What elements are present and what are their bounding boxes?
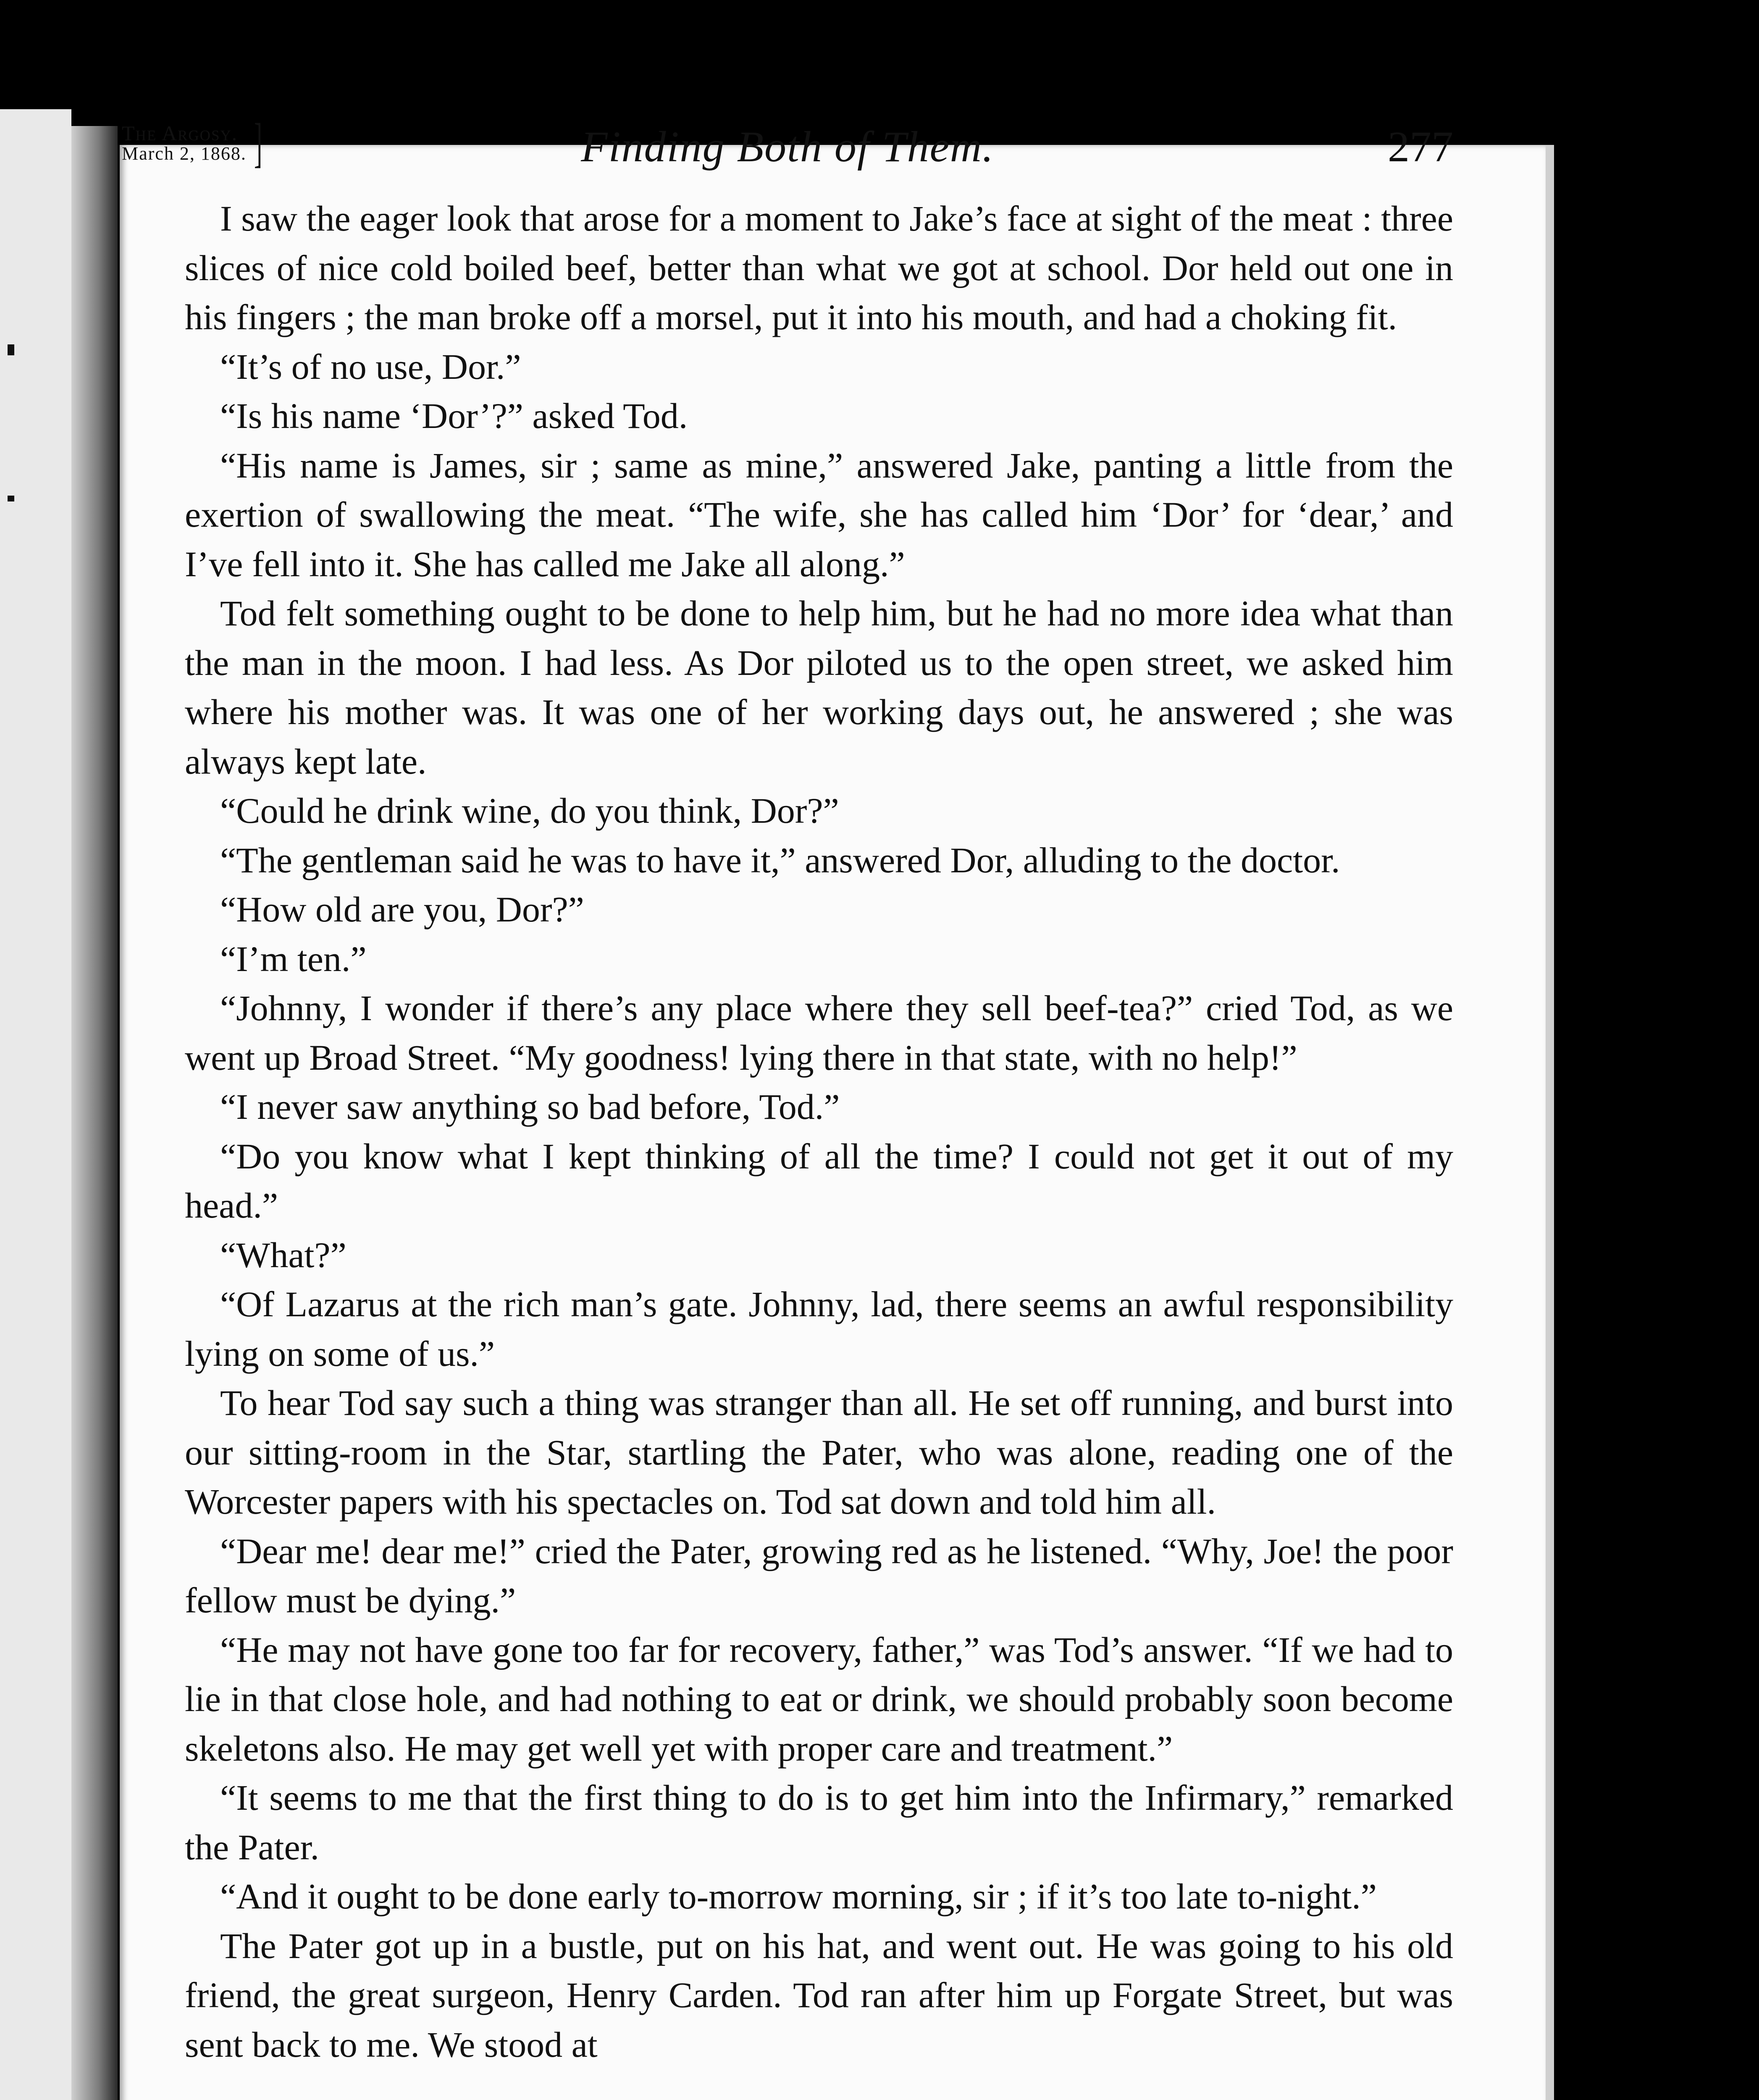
paragraph: “Dear me! dear me!” cried the Pater, growing red as he listened. “Why, Joe! the poor fellow must be dying.” xyxy=(185,1530,1453,1620)
paragraph: “His name is James, sir ; same as mine,” answered Jake, panting a little from the exertion of swallowing the meat. “The wife, she has called him ‘Dor’ for ‘dear,’ and I’ve fell into it. She has called me Jake all along.” xyxy=(185,445,1453,584)
paragraph: “It’s of no use, Dor.” xyxy=(220,346,521,387)
paragraph: “How old are you, Dor?” xyxy=(220,889,584,929)
paragraph: Tod felt something ought to be done to help him, but he had no more idea what than the man in the moon. I had less. As Dor piloted us to the open street, we asked him where his mother was. It was one of her working days out, he answered ; she was always kept late. xyxy=(185,593,1453,782)
previous-page-mark xyxy=(8,496,14,501)
issue-date: March 2, 1868. xyxy=(122,143,247,164)
chapter-title: Finding Both of Them. xyxy=(581,123,994,171)
previous-page-edge xyxy=(0,109,71,2100)
page-fold-shadow xyxy=(71,126,118,2100)
paragraph: “The gentleman said he was to have it,” answered Dor, alluding to the doctor. xyxy=(220,840,1340,880)
paragraph: To hear Tod say such a thing was stranger than all. He set off running, and burst into our sitting-room in the Star, startling the Pater, who was alone, reading one of the Worcester papers with his spectacles on. Tod sat down and told him all. xyxy=(185,1383,1453,1522)
paragraph: “Could he drink wine, do you think, Dor?” xyxy=(220,790,839,831)
paragraph: “Do you know what I kept thinking of all the time? I could not get it out of my head.” xyxy=(185,1136,1453,1226)
paragraph: “It seems to me that the first thing to do is to get him into the Infirmary,” remarked the Pater. xyxy=(185,1777,1453,1867)
previous-page-mark xyxy=(8,344,14,355)
running-head-bracket: ] xyxy=(254,113,263,173)
paragraph: “I never saw anything so bad before, Tod.” xyxy=(220,1087,840,1127)
paragraph: “Of Lazarus at the rich man’s gate. Johnny, lad, there seems an awful responsibility lying on some of us.” xyxy=(185,1284,1453,1374)
paragraph: “And it ought to be done early to-morrow morning, sir ; if it’s too late to-night.” xyxy=(220,1876,1377,1916)
page-right-edge xyxy=(1546,145,1554,2100)
page-header xyxy=(122,113,1453,191)
paragraph: The Pater got up in a bustle, put on his hat, and went out. He was going to his old friend, the great surgeon, Henry Carden. Tod ran after him up Forgate Street, but was sent back to me. We stood at xyxy=(185,1925,1453,2065)
paragraph: “I’m ten.” xyxy=(220,938,367,979)
paragraph: “What?” xyxy=(220,1234,347,1275)
paragraph: “Johnny, I wonder if there’s any place where they sell beef-tea?” cried Tod, as we went up Broad Street. “My goodness! lying there in that state, with no help!” xyxy=(185,988,1453,1078)
paragraph: I saw the eager look that arose for a moment to Jake’s face at sight of the meat : three slices of nice cold boiled beef, better than what we got at school. Dor held out one in his fingers ; the man broke off a morsel, put it into his mouth, and had a choking fit. xyxy=(185,198,1453,337)
page-number: 277 xyxy=(1388,123,1453,171)
paragraph: “He may not have gone too far for recovery, father,” was Tod’s answer. “If we had to lie in that close hole, and had nothing to eat or drink, we should probably soon become skeletons also. He may get well yet with proper care and treatment.” xyxy=(185,1629,1453,1769)
journal-name: The Argosy. xyxy=(122,121,238,145)
paragraph: “Is his name ‘Dor’?” asked Tod. xyxy=(220,396,688,436)
body-text xyxy=(185,194,1453,2069)
